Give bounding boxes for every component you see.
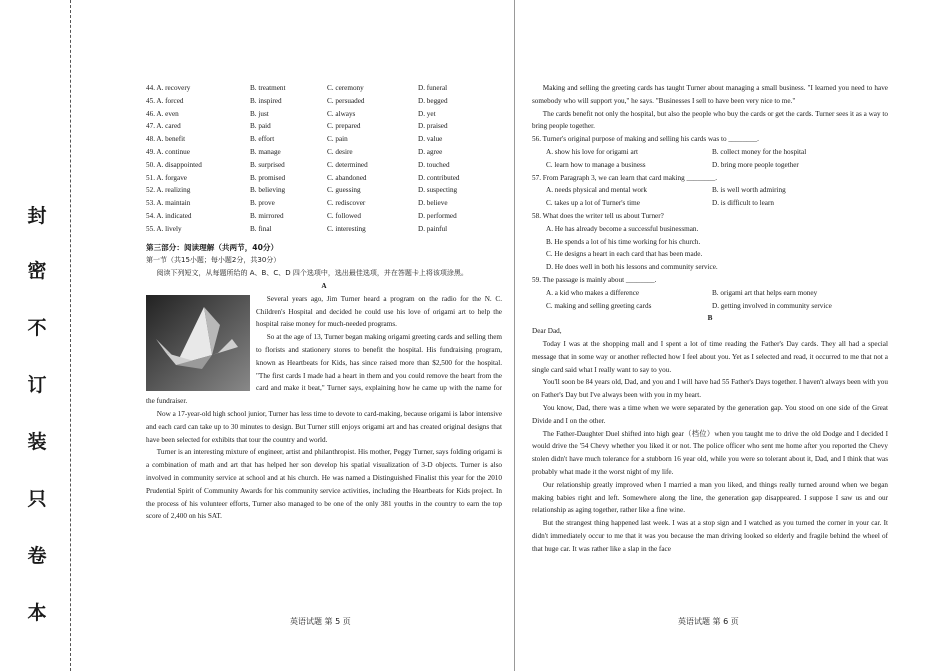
section-title: 第三部分：阅读理解（共两节，40分） (146, 242, 279, 252)
option: D. believe (418, 199, 448, 208)
option: C. persuaded (327, 96, 365, 105)
passage-a-paragraph: Several years ago, Jim Turner heard a program on the radio for the N. C. Children's Hospital and decided he could use his love of origami art to help the hospital raise money for much-needed programs. (256, 294, 502, 329)
origami-crane-image (146, 295, 250, 391)
binding-char: 本 (27, 602, 47, 624)
option: D. suspecting (418, 186, 458, 195)
passage-a-paragraph: The cards benefit not only the hospital, but also the people who buy the cards or get the cards. Turner sees it as a way to bring people together. (532, 109, 888, 131)
passage-b-paragraph: But the strangest thing happened last week. I was at a stop sign and I watched as you turned the corner in your car. It didn't immediately occur to me that it was you because the man driving looked so elderly and fragile behind the wheel of that huge car. It was rather like a slap in the face (532, 519, 888, 553)
cloze-option-row (146, 108, 502, 121)
option: 48. A. benefit (146, 135, 186, 144)
option: C. interesting (327, 224, 366, 233)
instruction: 阅读下列短文，从每题所给的 A、B、C、D 四个选项中，选出最佳选项，并在答题卡上将该项涂黑。 (156, 269, 468, 278)
option: C. pain (327, 135, 348, 144)
cloze-option-row (146, 172, 502, 185)
cloze-option-row (146, 95, 502, 108)
option: D. value (418, 135, 443, 144)
right-page (532, 82, 888, 555)
cloze-option-row (146, 184, 502, 197)
page-footer-right: 英语试题 第 6 页 (678, 617, 739, 626)
option: C. ceremony (327, 84, 364, 92)
option: 50. A. disappointed (146, 160, 202, 169)
option: 46. A. even (146, 109, 179, 118)
passage-b-paragraph: The Father-Daughter Duel shifted into high gear（档位）when you taught me to drive the old Dodge and I decided I would drive the '54 Chevy whether you liked it or not. The police officer who sent me home after you reported the Chevy stolen didn't have much tolerance for a stubborn 16 year old, while you were so tolerant about it, Dad, and I think that was probably what made it the worst night of my life. (532, 429, 888, 476)
option: D. agree (418, 147, 443, 156)
option: 44. A. recovery (146, 84, 191, 92)
binding-char: 只 (27, 488, 47, 510)
option: D. yet (418, 109, 436, 118)
option: 47. A. cared (146, 122, 181, 131)
option: B. mirrored (250, 211, 284, 220)
passage-a-paragraph: Making and selling the greeting cards has taught Turner about managing a small business. "I learned you need to have somebody who will support you," he says. "Businesses I sell to have been very nice to me." (532, 84, 888, 105)
option: B. origami art that helps earn money (712, 288, 818, 297)
option: B. just (250, 109, 269, 118)
binding-char: 订 (27, 374, 47, 396)
question-stem: 57. From Paragraph 3, we can learn that card making ________. (532, 173, 718, 182)
cloze-option-row (146, 210, 502, 223)
passage-b-paragraph: You'll soon be 84 years old, Dad, and you and I will have had 55 Father's Days together. I haven't always been with you on Father's Day but I've always been with you in my heart. (532, 378, 888, 400)
option: B. effort (250, 135, 275, 144)
question-stem: 59. The passage is mainly about ________. (532, 275, 657, 284)
cloze-option-row (146, 159, 502, 172)
option: C. always (327, 109, 356, 118)
cloze-options (146, 82, 502, 236)
option: B. surprised (250, 160, 285, 169)
option: C. desire (327, 147, 353, 156)
option: C. determined (327, 160, 368, 169)
passage-a-paragraph: So at the age of 13, Turner began making origami greeting cards and selling them to florists and stationery stores to benefit the hospital. His fundraising program, known as Heartbeats for Kids, has since raised more than $2,500 for the hospital. "The first cards I made had a heart in them and you could remove the heart from the card and make it beat," Turner says, explaining how he came up with the name for the fundraiser. (146, 333, 502, 406)
question-stem: 56. Turner's original purpose of making and selling his cards was to ________. (532, 135, 759, 144)
passage-label-a: A (321, 281, 327, 290)
option: D. getting involved in community service (712, 301, 832, 310)
passage-b-paragraph: Our relationship greatly improved when I married a man you liked, and things really turned around when we began making babies right and left. Somewhere along the line, the generation gap disappeared. I suppose I saw us and our relationship as aging together, rather like a fine wine. (532, 480, 888, 515)
option: B. prove (250, 199, 275, 208)
option: B. is well worth admiring (712, 186, 786, 195)
option: B. believing (250, 186, 286, 195)
question-58 (532, 210, 888, 274)
option: 51. A. forgave (146, 173, 187, 182)
binding-char: 不 (27, 317, 47, 339)
cloze-option-row (146, 146, 502, 159)
option: A. He has already become a successful businessman. (546, 224, 699, 233)
option: C. He designs a heart in each card that has been made. (546, 250, 703, 259)
option: C. learn how to manage a business (546, 160, 646, 169)
option: B. inspired (250, 96, 282, 105)
option: C. rediscover (327, 199, 366, 208)
option: B. He spends a lot of his time working for his church. (546, 237, 701, 246)
binding-dashed-line (70, 0, 71, 671)
option: 55. A. lively (146, 224, 182, 233)
option: B. final (250, 224, 272, 233)
option: D. funeral (418, 84, 448, 92)
binding-margin (22, 0, 52, 671)
option: A. a kid who makes a difference (546, 288, 640, 297)
binding-char: 密 (27, 260, 47, 282)
question-56 (532, 133, 888, 171)
cloze-option-row (146, 133, 502, 146)
option: 54. A. indicated (146, 211, 192, 220)
option: C. making and selling greeting cards (546, 301, 652, 310)
option: D. touched (418, 160, 450, 169)
option: B. paid (250, 122, 271, 131)
binding-char: 装 (27, 431, 47, 453)
option: D. contributed (418, 173, 460, 182)
subsection-title: 第一节（共15小题；每小题2分，共30分） (146, 256, 281, 265)
passage-b-paragraph: You know, Dad, there was a time when we were separated by the generation gap. You stood on one side of the Great Divide and I on the other. (532, 403, 888, 425)
letter-salutation: Dear Dad, (532, 327, 562, 336)
option: D. painful (418, 224, 448, 233)
page-divider (514, 0, 515, 671)
option: 53. A. maintain (146, 199, 191, 208)
option: A. show his love for origami art (546, 147, 639, 156)
passage-a-paragraph: Turner is an interesting mixture of engineer, artist and philanthropist. His mother, Peggy Turner, says folding origami is a combination of math and art that has helped her son develop his spatial visualization of 3-D objects. Turner is also involved in community service at school and at his church. He was named a Distinguished Finalist this year for the 2010 Prudential Spirit of Community Awards for his community service activities, including the Heartbeats for Kids project. In the process of his volunteer efforts, Turner also managed to be one of the only 381 youths in the country to earn the top score of 2,400 on his SAT. (146, 448, 502, 521)
option: C. prepared (327, 122, 361, 131)
page-footer-left: 英语试题 第 5 页 (290, 617, 351, 626)
option: B. collect money for the hospital (712, 147, 807, 156)
option: D. begged (418, 96, 448, 105)
option: C. followed (327, 211, 361, 220)
passage-a-paragraph: Now a 17-year-old high school junior, Turner has less time to devote to card-making, because origami is labor intensive and each card can take up to 30 minutes to design. But Turner still enjoys origami art and has created original designs that have been selected for exhibits that tour the country and world. (146, 409, 502, 444)
cloze-option-row (146, 223, 502, 236)
option: D. He does well in both his lessons and community service. (546, 263, 718, 272)
cloze-option-row (146, 82, 502, 95)
binding-char: 卷 (27, 545, 47, 567)
question-59 (532, 274, 888, 312)
option: D. performed (418, 211, 457, 220)
option: D. bring more people together (712, 160, 799, 169)
binding-char: 封 (27, 205, 47, 227)
left-page (146, 82, 502, 523)
option: D. praised (418, 122, 448, 131)
option: D. is difficult to learn (712, 199, 774, 208)
cloze-option-row (146, 197, 502, 210)
question-57 (532, 172, 888, 210)
option: 49. A. continue (146, 147, 190, 156)
question-stem: 58. What does the writer tell us about Turner? (532, 211, 664, 220)
option: B. promised (250, 173, 286, 182)
option: B. manage (250, 147, 281, 156)
option: A. needs physical and mental work (546, 186, 647, 195)
option: C. takes up a lot of Turner's time (546, 199, 640, 208)
option: 45. A. forced (146, 96, 184, 105)
passage-label-b: B (707, 314, 713, 323)
origami-crane-icon (146, 295, 250, 391)
option: B. treatment (250, 84, 286, 92)
option: C. abandoned (327, 173, 367, 182)
option: 52. A. realizing (146, 186, 191, 195)
option: C. guessing (327, 186, 361, 195)
passage-b-paragraph: Today I was at the shopping mall and I spent a lot of time reading the Father's Day cards. They all had a special message that in some way or another reflected how I feel about you. Yet as I selected and read, it occurred to me that not a single card said what I really want to say to you. (532, 339, 888, 374)
cloze-option-row (146, 120, 502, 133)
